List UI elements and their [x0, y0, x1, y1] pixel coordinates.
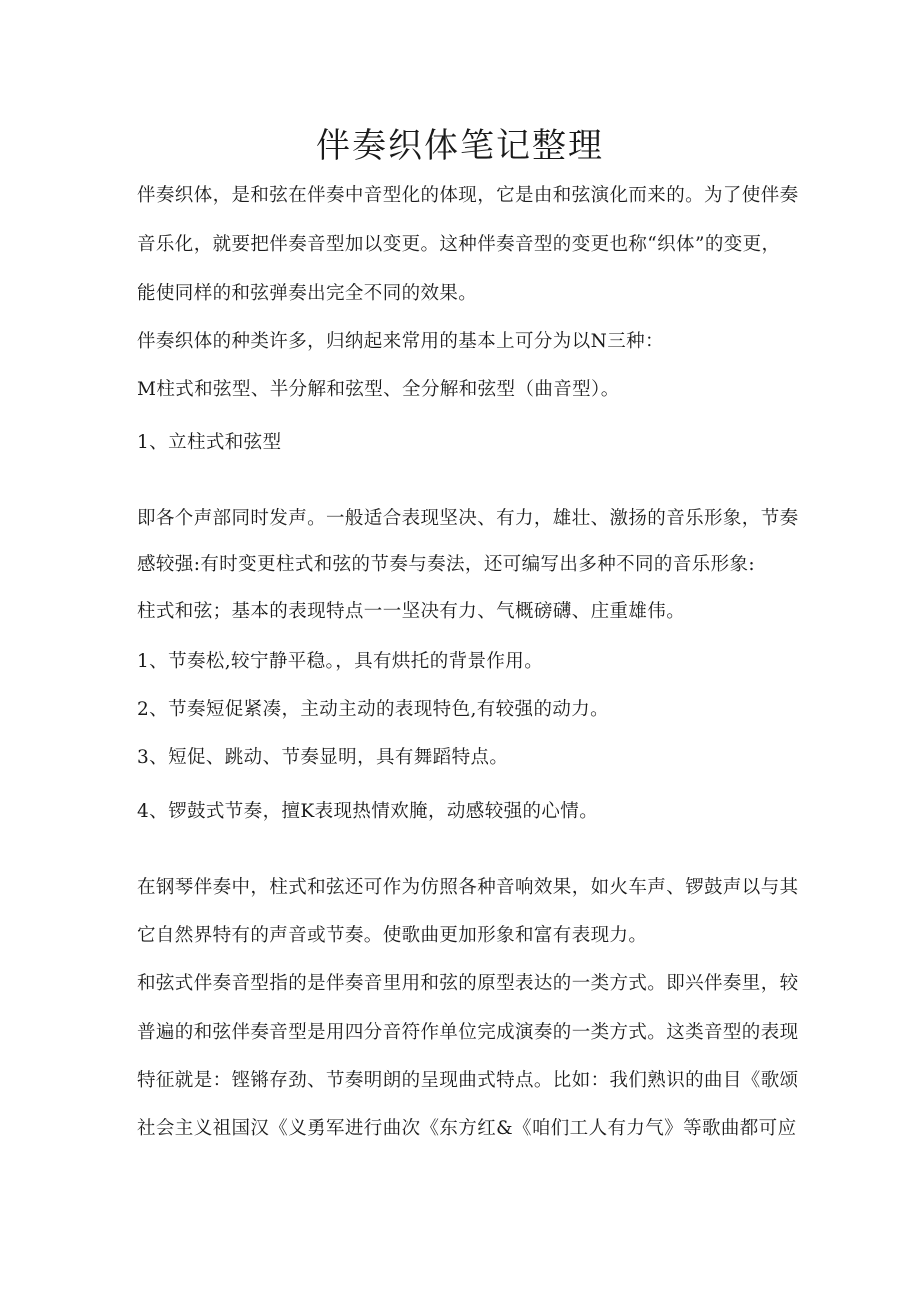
section-heading: 1、立柱式和弦型	[137, 432, 282, 453]
paragraph-line: 特征就是：铿锵存劲、节奏明朗的呈现曲式特点。比如：我们熟识的曲目《歌颂	[137, 1070, 799, 1091]
paragraph-line: 感较强:有时变更柱式和弦的节奏与奏法，还可编写出多种不同的音乐形象:	[137, 554, 756, 575]
document-title: 伴奏织体笔记整理	[316, 126, 604, 166]
paragraph-line: 伴奏织体，是和弦在伴奏中音型化的体现，它是由和弦演化而来的。为了使伴奏	[137, 185, 799, 206]
paragraph-line: 音乐化，就要把伴奏音型加以变更。这种伴奏音型的变更也称“织体”的变更，	[137, 234, 781, 255]
paragraph-line: 社会主义祖国汉《义勇军进行曲次《东方红&《咱们工人有力气》等歌曲都可应	[137, 1118, 797, 1139]
paragraph-line: 在钢琴伴奏中，柱式和弦还可作为仿照各种音响效果，如火车声、锣鼓声以与其	[137, 877, 799, 898]
paragraph-line: 和弦式伴奏音型指的是伴奏音里用和弦的原型表达的一类方式。即兴伴奏里，较	[137, 973, 799, 994]
list-item: 3、短促、跳动、节奏显明，具有舞蹈特点。	[137, 747, 509, 768]
list-item: 4、锣鼓式节奏，擅K表现热情欢腌，动感较强的心情。	[137, 801, 599, 822]
paragraph-line: M柱式和弦型、半分解和弦型、全分解和弦型（曲音型）。	[137, 379, 620, 400]
paragraph-line: 即各个声部同时发声。一般适合表现坚决、有力，雄壮、激扬的音乐形象，节奏	[137, 508, 799, 529]
paragraph-line: 能使同样的和弦弹奏出完全不同的效果。	[137, 283, 478, 304]
list-item: 2、节奏短促紧凑，主动主动的表现特色,有较强的动力。	[137, 699, 610, 720]
paragraph-line: 普遍的和弦伴奏音型是用四分音符作单位完成演奏的一类方式。这类音型的表现	[137, 1022, 799, 1043]
list-item: 1、节奏松,较宁静平稳。，具有烘托的背景作用。	[137, 651, 544, 672]
paragraph-line: 伴奏织体的种类许多，归纳起来常用的基本上可分为以N三种：	[137, 331, 664, 352]
paragraph-line: 它自然界特有的声音或节奏。使歌曲更加形象和富有表现力。	[137, 925, 648, 946]
paragraph-line: 柱式和弦；基本的表现特点一一坚决有力、气概磅礴、庄重雄伟。	[137, 601, 686, 622]
